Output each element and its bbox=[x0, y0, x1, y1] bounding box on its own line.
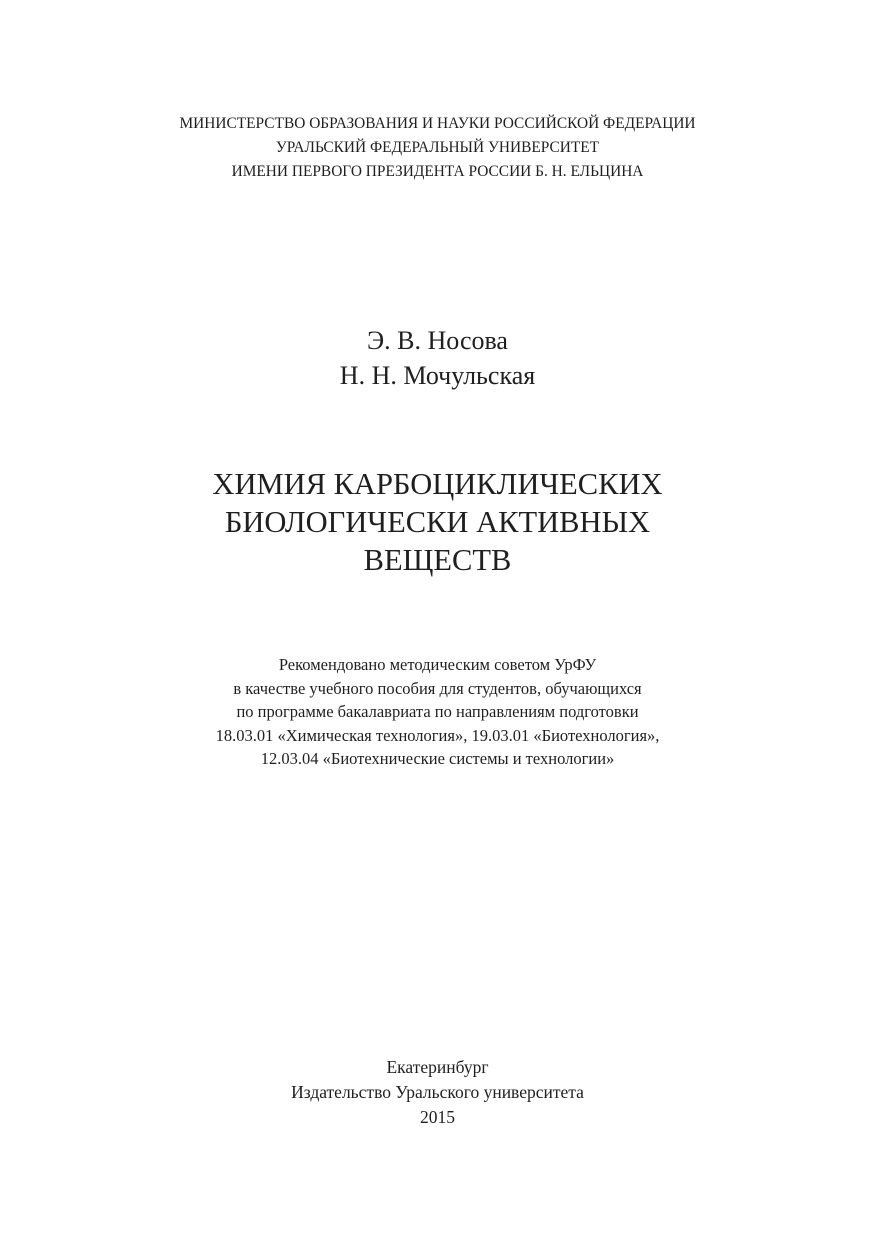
title-line: ХИМИЯ КАРБОЦИКЛИЧЕСКИХ bbox=[212, 467, 663, 501]
ministry-line: МИНИСТЕРСТВО ОБРАЗОВАНИЯ И НАУКИ РОССИЙСКОЙ ФЕДЕРАЦИИ bbox=[179, 115, 696, 132]
recommendation-line: 18.03.01 «Химическая технология», 19.03.01 «Биотехнология», bbox=[215, 725, 660, 745]
authors bbox=[0, 323, 875, 393]
imprint-city: Екатеринбург bbox=[386, 1057, 489, 1077]
recommendation-line: 12.03.04 «Биотехнические системы и технологии» bbox=[260, 749, 615, 768]
title-line: ВЕЩЕСТВ bbox=[363, 543, 512, 577]
university-name-line: ИМЕНИ ПЕРВОГО ПРЕЗИДЕНТА РОССИИ Б. Н. ЕЛЬЦИНА bbox=[231, 163, 644, 180]
recommendation-line: по программе бакалавриата по направлениям подготовки bbox=[236, 702, 639, 721]
author-name: Н. Н. Мочульская bbox=[339, 361, 536, 390]
title-line: БИОЛОГИЧЕСКИ АКТИВНЫХ bbox=[224, 505, 651, 539]
imprint bbox=[0, 1055, 875, 1130]
author-name: Э. В. Носова bbox=[367, 326, 508, 355]
recommendation-line: в качестве учебного пособия для студентов, обучающихся bbox=[233, 678, 642, 698]
imprint-publisher: Издательство Уральского университета bbox=[291, 1082, 584, 1102]
recommendation-note bbox=[0, 653, 875, 771]
institution-header bbox=[0, 112, 875, 184]
book-title bbox=[0, 465, 875, 579]
recommendation-line: Рекомендовано методическим советом УрФУ bbox=[278, 655, 597, 674]
imprint-year: 2015 bbox=[420, 1107, 455, 1127]
university-line: УРАЛЬСКИЙ ФЕДЕРАЛЬНЫЙ УНИВЕРСИТЕТ bbox=[275, 139, 600, 156]
